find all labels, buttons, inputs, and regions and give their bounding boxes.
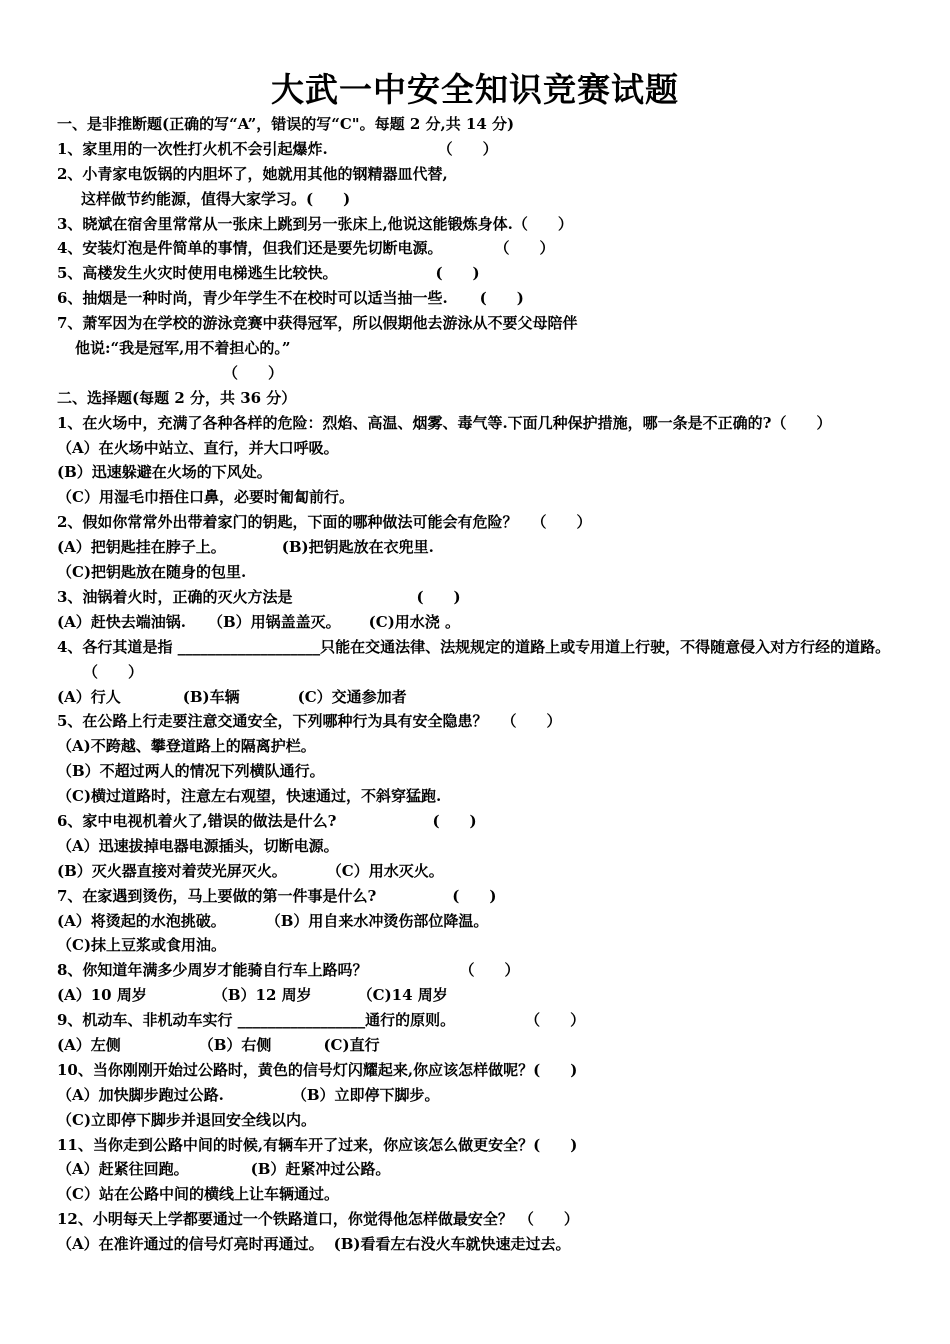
s2-q12-text: 12、小明每天上学都要通过一个铁路道口，你觉得他怎样做最安全？ xyxy=(57,1210,513,1229)
s2-q2-option-c: （C)把钥匙放在随身的包里. xyxy=(57,563,247,582)
s2-q4-option-c: (C）交通参加者 xyxy=(297,687,407,706)
s2-q4-option-b: (B)车辆 xyxy=(182,687,240,706)
s1-q1-text: 1、家里用的一次性打火机不会引起爆炸. xyxy=(57,139,328,158)
s1-q4-answer-paren: （ ） xyxy=(494,239,555,258)
s1-question-3: 3、晓斌在宿舍里常常从一张床上跳到另一张床上,他说这能锻炼身体.（ ） xyxy=(57,214,573,233)
s2-q12-options-ab xyxy=(57,1232,897,1257)
s2-q4-options xyxy=(57,685,897,710)
s2-q7-text: 7、在家遇到烫伤，马上要做的第一件事是什么? xyxy=(57,886,377,905)
s1-question-6 xyxy=(57,286,897,311)
s2-q7-answer-paren: ( ) xyxy=(452,886,497,905)
s2-q3-options xyxy=(57,610,897,635)
s2-q9-options xyxy=(57,1033,897,1058)
s2-question-10: 10、当你刚刚开始过公路时，黄色的信号灯闪耀起来,你应该怎样做呢？( ) xyxy=(57,1060,578,1079)
s2-q2-options-ab xyxy=(57,535,897,560)
s1-q1-answer-paren: （ ） xyxy=(437,139,498,158)
s2-q9-option-b: （B）右侧 xyxy=(198,1036,272,1054)
s2-q5-option-a: （A)不跨越、攀登道路上的隔离护栏。 xyxy=(57,737,316,756)
s2-q7-options-ab xyxy=(57,909,897,934)
s2-q1-option-b: (B）迅速躲避在火场的下风处。 xyxy=(57,463,272,482)
s2-q8-option-b: （B）12 周岁 xyxy=(212,986,312,1005)
section2-header: 二、选择题(每题 2 分，共 36 分） xyxy=(57,388,297,407)
s2-question-5 xyxy=(57,709,897,734)
s2-q6-option-c: （C）用水灭火。 xyxy=(326,861,444,880)
s1-q5-text: 5、高楼发生火灾时使用电梯逃生比较快。 xyxy=(57,264,338,283)
s2-q10-option-b: （B）立即停下脚步。 xyxy=(291,1085,440,1104)
s2-q5-option-b: （B）不超过两人的情况下列横队通行。 xyxy=(57,762,325,781)
s2-q11-option-b: (B）赶紧冲过公路。 xyxy=(250,1160,391,1179)
s2-q3-text: 3、油锅着火时，正确的灭火方法是 xyxy=(57,587,293,606)
s2-q6-answer-paren: ( ) xyxy=(432,811,477,830)
s2-q6-option-a: （A）迅速拔掉电器电源插头，切断电源。 xyxy=(57,836,339,855)
s2-question-3 xyxy=(57,585,897,610)
s2-q12-option-b: (B)看看左右没火车就快速走过去。 xyxy=(333,1235,571,1254)
s1-q5-answer-paren: ( ) xyxy=(435,264,480,283)
s2-q5-option-c: （C)横过道路时，注意左右观望，快速通过，不斜穿猛跑. xyxy=(57,787,442,806)
s2-question-4 xyxy=(57,635,897,685)
s2-q7-option-a: (A）将烫起的水泡挑破。 xyxy=(57,911,226,930)
s2-q3-option-a: (A）赶快去端油锅. xyxy=(57,612,186,631)
s2-q8-text: 8、你知道年满多少周岁才能骑自行车上路吗？ xyxy=(57,961,368,980)
s2-q6-text: 6、家中电视机着火了,错误的做法是什么? xyxy=(57,811,337,830)
s2-q7-option-c: （C)抹上豆浆或食用油。 xyxy=(57,936,227,955)
s1-q6-answer-paren: ( ) xyxy=(479,289,524,308)
s2-q3-answer-paren: ( ) xyxy=(416,587,461,606)
s2-q6-options-bc xyxy=(57,859,897,884)
s2-question-7 xyxy=(57,884,897,909)
s2-q3-option-b: （B）用锅盖盖灭。 xyxy=(207,612,341,631)
s2-q3-option-c: (C)用水浇 。 xyxy=(368,612,461,631)
s2-q11-option-a: （A）赶紧往回跑。 xyxy=(57,1160,189,1179)
s1-question-7: 7、萧军因为在学校的游泳竞赛中获得冠军，所以假期他去游泳从不要父母陪伴 xyxy=(57,314,578,333)
s2-q8-options xyxy=(57,983,897,1008)
s2-q9-answer-paren: （ ） xyxy=(525,1011,586,1030)
s2-q9-option-c: (C)直行 xyxy=(323,1036,380,1054)
s1-question-4 xyxy=(57,236,897,261)
exam-content xyxy=(57,112,897,1257)
s2-q4-answer-paren: （ ） xyxy=(83,662,144,681)
section1-header: 一、是非推断题(正确的写“A”，错误的写“C"。每题 2 分,共 14 分) xyxy=(57,115,515,133)
s2-q8-option-c: （C)14 周岁 xyxy=(357,986,448,1005)
s2-q2-answer-paren: （ ） xyxy=(531,513,592,532)
s2-q1-option-a: （A）在火场中站立、直行，并大口呼吸。 xyxy=(57,438,339,457)
s2-q12-option-a: （A）在准许通过的信号灯亮时再通过。 xyxy=(57,1235,324,1254)
s1-q7-answer-paren: （ ） xyxy=(223,363,284,382)
s2-question-11: 11、当你走到公路中间的时候,有辆车开了过来，你应该怎么做更安全？( ) xyxy=(57,1135,578,1154)
s2-q2-option-a: (A）把钥匙挂在脖子上。 xyxy=(57,538,226,557)
s1-q6-text: 6、抽烟是一种时尚，青少年学生不在校时可以适当抽一些. xyxy=(57,289,448,308)
s2-question-12 xyxy=(57,1207,897,1232)
s2-q9-option-a: (A）左侧 xyxy=(57,1036,121,1054)
s2-q7-option-b: （B）用自来水冲烫伤部位降温。 xyxy=(265,911,489,930)
s2-question-2 xyxy=(57,510,897,535)
page-title: 大武一中安全知识竞赛试题 xyxy=(271,70,679,109)
s1-question-5 xyxy=(57,261,897,286)
s2-q8-answer-paren: （ ） xyxy=(459,961,520,980)
s1-question-7-cont: 他说:“我是冠军,用不着担心的。” xyxy=(75,339,291,358)
s2-q10-option-a: （A）加快脚步跑过公路. xyxy=(57,1085,224,1104)
s2-question-9 xyxy=(57,1008,897,1033)
s2-q8-option-a: (A）10 周岁 xyxy=(57,986,147,1005)
s2-q10-options-ab xyxy=(57,1083,897,1108)
s1-q4-text: 4、安装灯泡是件简单的事情，但我们还是要先切断电源。 xyxy=(57,239,443,258)
s1-question-2: 2、小青家电饭锅的内胆坏了，她就用其他的钢精器皿代替, xyxy=(57,164,448,183)
s2-q10-option-c: （C)立即停下脚步并退回安全线以内。 xyxy=(57,1110,317,1129)
s2-q9-text: 9、机动车、非机动车实行 _________________通行的原则。 xyxy=(57,1011,456,1030)
s2-q11-option-c: （C）站在公路中间的横线上让车辆通过。 xyxy=(57,1185,339,1204)
s2-q2-option-b: (B)把钥匙放在衣兜里. xyxy=(281,538,434,557)
s2-q1-option-c: （C）用湿毛巾捂住口鼻，必要时匍匐前行。 xyxy=(57,488,354,507)
s2-question-8 xyxy=(57,958,897,983)
s1-question-1 xyxy=(57,137,897,162)
s2-q11-options-ab xyxy=(57,1157,897,1182)
s2-q6-option-b: (B）灭火器直接对着荧光屏灭火。 xyxy=(57,861,287,880)
s2-q12-answer-paren: （ ） xyxy=(518,1210,579,1229)
s1-question-2-cont: 这样做节约能源，值得大家学习。( ) xyxy=(81,189,351,208)
s2-q4-text: 4、各行其道是指 ___________________只能在交通法律、法规规定的道路上或专用道上行驶，不得随意侵入对方行经的道路。 xyxy=(57,637,891,656)
s2-q5-text: 5、在公路上行走要注意交通安全，下列哪种行为具有安全隐患？ xyxy=(57,712,488,731)
s2-question-1: 1、在火场中，充满了各种各样的危险：烈焰、高温、烟雾、毒气等.下面几种保护措施，哪一条是不正确的?（ ） xyxy=(57,413,832,432)
s2-question-6 xyxy=(57,809,897,834)
s2-q4-option-a: (A）行人 xyxy=(57,687,121,706)
s2-q5-answer-paren: （ ） xyxy=(501,712,562,731)
s2-q2-text: 2、假如你常常外出带着家门的钥匙，下面的哪种做法可能会有危险？ xyxy=(57,513,518,532)
